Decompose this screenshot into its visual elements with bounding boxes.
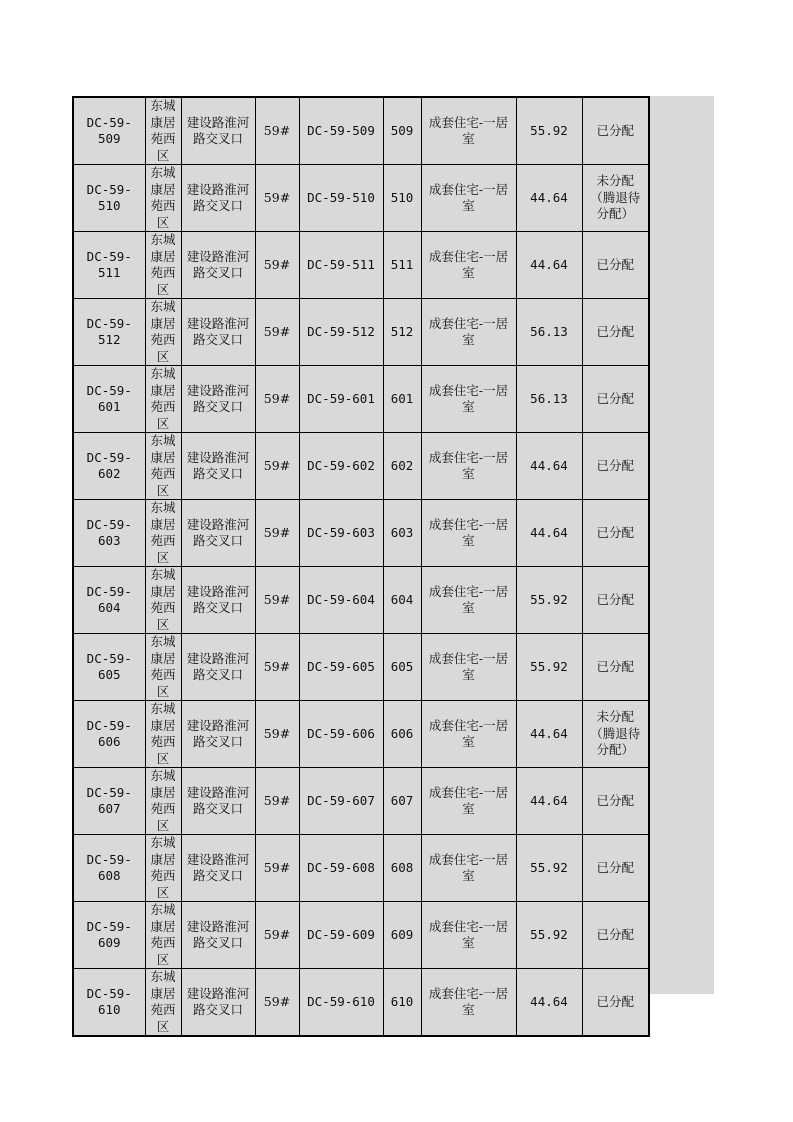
cell-house-no	[299, 567, 383, 634]
cell-type-text: 成套住宅-一居室	[428, 181, 509, 213]
cell-code	[73, 634, 145, 701]
cell-status-text: 已分配	[596, 658, 634, 674]
cell-type-text: 成套住宅-一居室	[428, 583, 509, 615]
cell-room	[383, 701, 421, 768]
cell-type-text: 成套住宅-一居室	[428, 918, 509, 950]
table-row	[73, 232, 649, 299]
cell-status-text: 已分配	[596, 859, 634, 875]
cell-location	[181, 902, 255, 969]
cell-type	[421, 567, 516, 634]
cell-room-text: 601	[390, 390, 414, 406]
cell-district	[145, 567, 181, 634]
cell-house-no-text: DC-59-512	[307, 323, 375, 339]
cell-location	[181, 165, 255, 232]
cell-code-text: DC-59-509	[86, 114, 132, 146]
cell-location	[181, 433, 255, 500]
cell-area-text: 55.92	[530, 926, 568, 942]
cell-status	[582, 567, 649, 634]
table-row	[73, 165, 649, 232]
cell-status	[582, 366, 649, 433]
cell-house-no	[299, 634, 383, 701]
cell-location-text: 建设路淮河路交叉口	[186, 382, 250, 414]
cell-status-text: 未分配（腾退待分配）	[590, 173, 641, 222]
table-row	[73, 433, 649, 500]
cell-district	[145, 768, 181, 835]
cell-code-text: DC-59-606	[86, 717, 132, 749]
cell-location-text: 建设路淮河路交叉口	[186, 717, 250, 749]
cell-code	[73, 165, 145, 232]
cell-type	[421, 634, 516, 701]
cell-area	[516, 366, 582, 433]
cell-building	[255, 232, 299, 299]
cell-code-text: DC-59-511	[86, 248, 132, 280]
cell-area	[516, 835, 582, 902]
cell-area	[516, 500, 582, 567]
cell-location-text: 建设路淮河路交叉口	[186, 650, 250, 682]
cell-status	[582, 701, 649, 768]
cell-code	[73, 835, 145, 902]
cell-area-text: 44.64	[530, 256, 568, 272]
cell-type	[421, 165, 516, 232]
cell-district	[145, 299, 181, 366]
cell-house-no	[299, 232, 383, 299]
cell-type	[421, 768, 516, 835]
cell-code	[73, 366, 145, 433]
cell-code-text: DC-59-609	[86, 918, 132, 950]
cell-room-text: 509	[390, 122, 414, 138]
cell-district-text: 东城康居苑西区	[150, 98, 176, 163]
cell-building-text: 59#	[263, 926, 291, 942]
cell-location	[181, 366, 255, 433]
cell-district-text: 东城康居苑西区	[150, 366, 176, 431]
cell-status	[582, 902, 649, 969]
cell-location-text: 建设路淮河路交叉口	[186, 516, 250, 548]
cell-room	[383, 768, 421, 835]
cell-house-no	[299, 366, 383, 433]
cell-house-no	[299, 835, 383, 902]
cell-status-text: 已分配	[596, 256, 634, 272]
cell-room	[383, 232, 421, 299]
cell-location-text: 建设路淮河路交叉口	[186, 315, 250, 347]
cell-location	[181, 768, 255, 835]
cell-building	[255, 969, 299, 1037]
cell-building	[255, 634, 299, 701]
cell-code	[73, 97, 145, 165]
cell-type-text: 成套住宅-一居室	[428, 650, 509, 682]
cell-area-text: 55.92	[530, 591, 568, 607]
cell-area-text: 44.64	[530, 457, 568, 473]
table-row	[73, 567, 649, 634]
cell-district	[145, 835, 181, 902]
cell-house-no-text: DC-59-607	[307, 792, 375, 808]
cell-district	[145, 902, 181, 969]
cell-status	[582, 500, 649, 567]
cell-code	[73, 902, 145, 969]
table-row	[73, 902, 649, 969]
cell-status	[582, 768, 649, 835]
cell-code-text: DC-59-510	[86, 181, 132, 213]
cell-building-text: 59#	[263, 524, 291, 540]
cell-room	[383, 433, 421, 500]
cell-code-text: DC-59-602	[86, 449, 132, 481]
table-row	[73, 969, 649, 1037]
cell-house-no	[299, 433, 383, 500]
cell-type-text: 成套住宅-一居室	[428, 248, 509, 280]
table-row	[73, 299, 649, 366]
cell-house-no-text: DC-59-601	[307, 390, 375, 406]
cell-district-text: 东城康居苑西区	[150, 969, 176, 1034]
cell-district	[145, 366, 181, 433]
cell-building-text: 59#	[263, 792, 291, 808]
cell-code	[73, 969, 145, 1037]
cell-code-text: DC-59-608	[86, 851, 132, 883]
cell-status	[582, 299, 649, 366]
cell-building	[255, 433, 299, 500]
cell-room-text: 603	[390, 524, 414, 540]
cell-type-text: 成套住宅-一居室	[428, 382, 509, 414]
cell-district-text: 东城康居苑西区	[150, 165, 176, 230]
cell-code-text: DC-59-610	[86, 985, 132, 1017]
cell-room-text: 609	[390, 926, 414, 942]
cell-building	[255, 299, 299, 366]
cell-district	[145, 634, 181, 701]
cell-room	[383, 165, 421, 232]
cell-area	[516, 567, 582, 634]
cell-room-text: 512	[390, 323, 414, 339]
cell-location-text: 建设路淮河路交叉口	[186, 449, 250, 481]
cell-area-text: 44.64	[530, 189, 568, 205]
cell-room-text: 605	[390, 658, 414, 674]
cell-room	[383, 567, 421, 634]
cell-location	[181, 969, 255, 1037]
cell-type	[421, 97, 516, 165]
table-row	[73, 500, 649, 567]
cell-house-no-text: DC-59-608	[307, 859, 375, 875]
cell-area-text: 55.92	[530, 859, 568, 875]
cell-building-text: 59#	[263, 725, 291, 741]
cell-location-text: 建设路淮河路交叉口	[186, 918, 250, 950]
cell-type-text: 成套住宅-一居室	[428, 784, 509, 816]
cell-building	[255, 165, 299, 232]
cell-house-no-text: DC-59-606	[307, 725, 375, 741]
cell-area-text: 44.64	[530, 725, 568, 741]
cell-house-no	[299, 165, 383, 232]
cell-building-text: 59#	[263, 993, 291, 1009]
cell-status-text: 已分配	[596, 524, 634, 540]
cell-district-text: 东城康居苑西区	[150, 500, 176, 565]
cell-house-no-text: DC-59-610	[307, 993, 375, 1009]
cell-building-text: 59#	[263, 390, 291, 406]
cell-code	[73, 500, 145, 567]
cell-room	[383, 969, 421, 1037]
cell-room-text: 608	[390, 859, 414, 875]
cell-room-text: 606	[390, 725, 414, 741]
cell-house-no-text: DC-59-602	[307, 457, 375, 473]
cell-building-text: 59#	[263, 591, 291, 607]
cell-location-text: 建设路淮河路交叉口	[186, 985, 250, 1017]
cell-district	[145, 433, 181, 500]
cell-status	[582, 969, 649, 1037]
cell-room	[383, 835, 421, 902]
cell-building-text: 59#	[263, 256, 291, 272]
cell-room	[383, 366, 421, 433]
cell-room-text: 602	[390, 457, 414, 473]
cell-type-text: 成套住宅-一居室	[428, 985, 509, 1017]
cell-status	[582, 835, 649, 902]
cell-district-text: 东城康居苑西区	[150, 567, 176, 632]
cell-room-text: 511	[390, 256, 414, 272]
cell-district-text: 东城康居苑西区	[150, 433, 176, 498]
cell-status	[582, 433, 649, 500]
cell-type	[421, 701, 516, 768]
cell-area-text: 56.13	[530, 390, 568, 406]
cell-location	[181, 835, 255, 902]
table-row	[73, 366, 649, 433]
cell-status	[582, 232, 649, 299]
cell-code	[73, 701, 145, 768]
cell-type-text: 成套住宅-一居室	[428, 449, 509, 481]
cell-area	[516, 634, 582, 701]
cell-house-no-text: DC-59-509	[307, 122, 375, 138]
cell-code-text: DC-59-604	[86, 583, 132, 615]
cell-status-text: 已分配	[596, 390, 634, 406]
cell-room	[383, 299, 421, 366]
cell-house-no-text: DC-59-609	[307, 926, 375, 942]
cell-code	[73, 567, 145, 634]
cell-area-text: 55.92	[530, 122, 568, 138]
cell-location-text: 建设路淮河路交叉口	[186, 784, 250, 816]
cell-room-text: 510	[390, 189, 414, 205]
cell-area-text: 44.64	[530, 792, 568, 808]
cell-area	[516, 701, 582, 768]
cell-location-text: 建设路淮河路交叉口	[186, 114, 250, 146]
cell-code-text: DC-59-512	[86, 315, 132, 347]
cell-code	[73, 433, 145, 500]
cell-location	[181, 299, 255, 366]
cell-status	[582, 97, 649, 165]
cell-status-text: 已分配	[596, 122, 634, 138]
cell-building-text: 59#	[263, 323, 291, 339]
cell-type	[421, 902, 516, 969]
cell-district	[145, 969, 181, 1037]
cell-building-text: 59#	[263, 859, 291, 875]
cell-area	[516, 768, 582, 835]
cell-room	[383, 902, 421, 969]
cell-building-text: 59#	[263, 457, 291, 473]
table-row	[73, 835, 649, 902]
table-body	[73, 97, 649, 1036]
cell-district-text: 东城康居苑西区	[150, 232, 176, 297]
cell-type-text: 成套住宅-一居室	[428, 851, 509, 883]
cell-area-text: 44.64	[530, 524, 568, 540]
cell-district-text: 东城康居苑西区	[150, 634, 176, 699]
cell-code-text: DC-59-605	[86, 650, 132, 682]
cell-room-text: 604	[390, 591, 414, 607]
cell-house-no-text: DC-59-510	[307, 189, 375, 205]
cell-location-text: 建设路淮河路交叉口	[186, 583, 250, 615]
cell-building	[255, 97, 299, 165]
cell-building-text: 59#	[263, 189, 291, 205]
cell-house-no	[299, 768, 383, 835]
cell-district-text: 东城康居苑西区	[150, 299, 176, 364]
cell-room	[383, 500, 421, 567]
cell-code	[73, 299, 145, 366]
cell-code-text: DC-59-603	[86, 516, 132, 548]
cell-building	[255, 768, 299, 835]
cell-district	[145, 701, 181, 768]
cell-district	[145, 97, 181, 165]
cell-type	[421, 433, 516, 500]
cell-status	[582, 634, 649, 701]
cell-location	[181, 567, 255, 634]
cell-district-text: 东城康居苑西区	[150, 902, 176, 967]
cell-status-text: 已分配	[596, 457, 634, 473]
cell-location	[181, 232, 255, 299]
cell-room	[383, 634, 421, 701]
cell-room-text: 607	[390, 792, 414, 808]
cell-room	[383, 97, 421, 165]
cell-code-text: DC-59-601	[86, 382, 132, 414]
cell-area	[516, 97, 582, 165]
cell-area-text: 55.92	[530, 658, 568, 674]
cell-location-text: 建设路淮河路交叉口	[186, 248, 250, 280]
cell-district-text: 东城康居苑西区	[150, 768, 176, 833]
cell-status-text: 已分配	[596, 993, 634, 1009]
cell-building	[255, 500, 299, 567]
cell-area	[516, 433, 582, 500]
cell-code-text: DC-59-607	[86, 784, 132, 816]
table-row	[73, 701, 649, 768]
housing-table	[72, 96, 650, 1037]
cell-type	[421, 835, 516, 902]
cell-district	[145, 500, 181, 567]
cell-area	[516, 299, 582, 366]
cell-type	[421, 500, 516, 567]
table-row	[73, 634, 649, 701]
cell-location	[181, 634, 255, 701]
cell-building	[255, 701, 299, 768]
cell-location	[181, 97, 255, 165]
cell-district-text: 东城康居苑西区	[150, 835, 176, 900]
cell-location	[181, 701, 255, 768]
cell-status-text: 已分配	[596, 926, 634, 942]
cell-area	[516, 902, 582, 969]
cell-area	[516, 232, 582, 299]
cell-status-text: 未分配（腾退待分配）	[590, 709, 641, 758]
cell-type	[421, 232, 516, 299]
cell-status-text: 已分配	[596, 323, 634, 339]
cell-house-no	[299, 299, 383, 366]
cell-house-no	[299, 701, 383, 768]
cell-area	[516, 165, 582, 232]
cell-house-no-text: DC-59-605	[307, 658, 375, 674]
cell-building	[255, 567, 299, 634]
cell-district	[145, 232, 181, 299]
cell-house-no-text: DC-59-511	[307, 256, 375, 272]
cell-building-text: 59#	[263, 122, 291, 138]
cell-type-text: 成套住宅-一居室	[428, 315, 509, 347]
table-row	[73, 97, 649, 165]
cell-building	[255, 835, 299, 902]
cell-location-text: 建设路淮河路交叉口	[186, 851, 250, 883]
cell-code	[73, 232, 145, 299]
cell-area-text: 44.64	[530, 993, 568, 1009]
cell-building	[255, 366, 299, 433]
cell-location	[181, 500, 255, 567]
cell-building-text: 59#	[263, 658, 291, 674]
cell-status-text: 已分配	[596, 792, 634, 808]
cell-area	[516, 969, 582, 1037]
cell-type	[421, 969, 516, 1037]
cell-type	[421, 299, 516, 366]
cell-type-text: 成套住宅-一居室	[428, 516, 509, 548]
table-row	[73, 768, 649, 835]
cell-status-text: 已分配	[596, 591, 634, 607]
cell-type-text: 成套住宅-一居室	[428, 717, 509, 749]
cell-status	[582, 165, 649, 232]
cell-district-text: 东城康居苑西区	[150, 701, 176, 766]
cell-house-no-text: DC-59-603	[307, 524, 375, 540]
cell-room-text: 610	[390, 993, 414, 1009]
cell-type	[421, 366, 516, 433]
cell-house-no-text: DC-59-604	[307, 591, 375, 607]
cell-house-no	[299, 902, 383, 969]
cell-building	[255, 902, 299, 969]
cell-area-text: 56.13	[530, 323, 568, 339]
cell-location-text: 建设路淮河路交叉口	[186, 181, 250, 213]
cell-house-no	[299, 97, 383, 165]
cell-type-text: 成套住宅-一居室	[428, 114, 509, 146]
cell-code	[73, 768, 145, 835]
cell-district	[145, 165, 181, 232]
cell-house-no	[299, 500, 383, 567]
cell-house-no	[299, 969, 383, 1037]
